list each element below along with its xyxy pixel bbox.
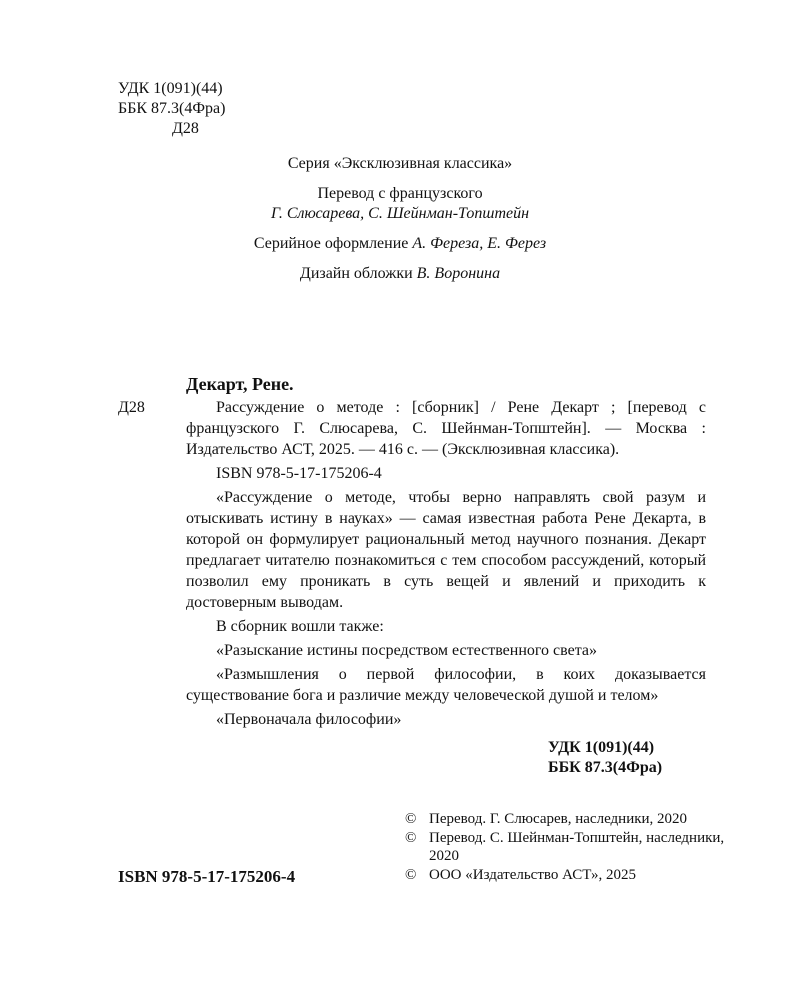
- entry-code: Д28: [118, 399, 145, 416]
- bbk-code: ББК 87.3(4Фра): [118, 100, 226, 117]
- udk-code: УДК 1(091)(44): [118, 80, 223, 97]
- author-code: Д28: [172, 120, 199, 137]
- contents-item: «Размышления о первой философии, в коих доказывается существование бога и различие между человеческой душой и телом»: [186, 666, 706, 704]
- contents-item: «Первоначала философии»: [216, 711, 402, 728]
- cover-design-line: [0, 263, 800, 284]
- contents-item: «Разыскание истины посредством естественного света»: [216, 642, 598, 659]
- copyright-line: [405, 866, 725, 885]
- copyright-line: [405, 810, 725, 829]
- contents-intro: В сборник вошли также:: [216, 618, 384, 635]
- cover-designer: В. Воронина: [416, 265, 501, 282]
- series-design-line: [0, 233, 800, 254]
- series-line: Серия «Эксклюзивная классика»: [287, 155, 513, 172]
- copyright-text: Перевод. С. Шейнман-Топштейн, наследники, 2020: [429, 829, 725, 864]
- copyright-text: ООО «Издательство АСТ», 2025: [429, 866, 636, 883]
- copyright-text: Перевод. Г. Слюсарев, наследники, 2020: [429, 811, 688, 827]
- copyright-block: [405, 810, 725, 884]
- entry-description: [186, 397, 706, 730]
- entry-isbn: ISBN 978-5-17-175206-4: [216, 465, 382, 482]
- cover-design-label: Дизайн обложки: [299, 265, 413, 282]
- entry-author: Декарт, Рене.: [186, 374, 294, 394]
- copyright-icon: ©: [405, 829, 417, 846]
- bibliographic-record: Рассуждение о методе : [сборник] / Рене Декарт ; [перевод с французского Г. Слюсарева, С. Шейнман-Топштейн]. — Москва : Издательство АСТ, 2025. — 416 с. — (Эксклюзивная классика).: [186, 399, 706, 458]
- abstract: «Рассуждение о методе, чтобы верно направлять свой разум и отыскивать истину в науках» — самая известная работа Рене Декарта, в которой он формулирует рациональный метод научного познания. Декарт предлагает читателю познакомиться с тем способом рассуждений, который позволил ему проникать в суть вещей и явлений и приходить к достоверным выводам.: [186, 489, 706, 611]
- translators: Г. Слюсарева, С. Шейнман-Топштейн: [270, 205, 530, 222]
- series-designers: А. Фереза, Е. Ферез: [412, 235, 547, 252]
- bottom-udk-code: УДК 1(091)(44): [548, 739, 655, 756]
- series-design-label: Серийное оформление: [253, 235, 409, 252]
- classification-codes: [118, 79, 225, 139]
- copyright-icon: ©: [405, 866, 417, 883]
- bottom-bbk-code: ББК 87.3(4Фра): [548, 759, 663, 776]
- isbn-bold: ISBN 978-5-17-175206-4: [118, 867, 296, 886]
- translation-label: Перевод с французского: [317, 185, 483, 202]
- copyright-icon: ©: [405, 811, 417, 827]
- bottom-classification-codes: [548, 738, 662, 778]
- copyright-line: [405, 829, 725, 866]
